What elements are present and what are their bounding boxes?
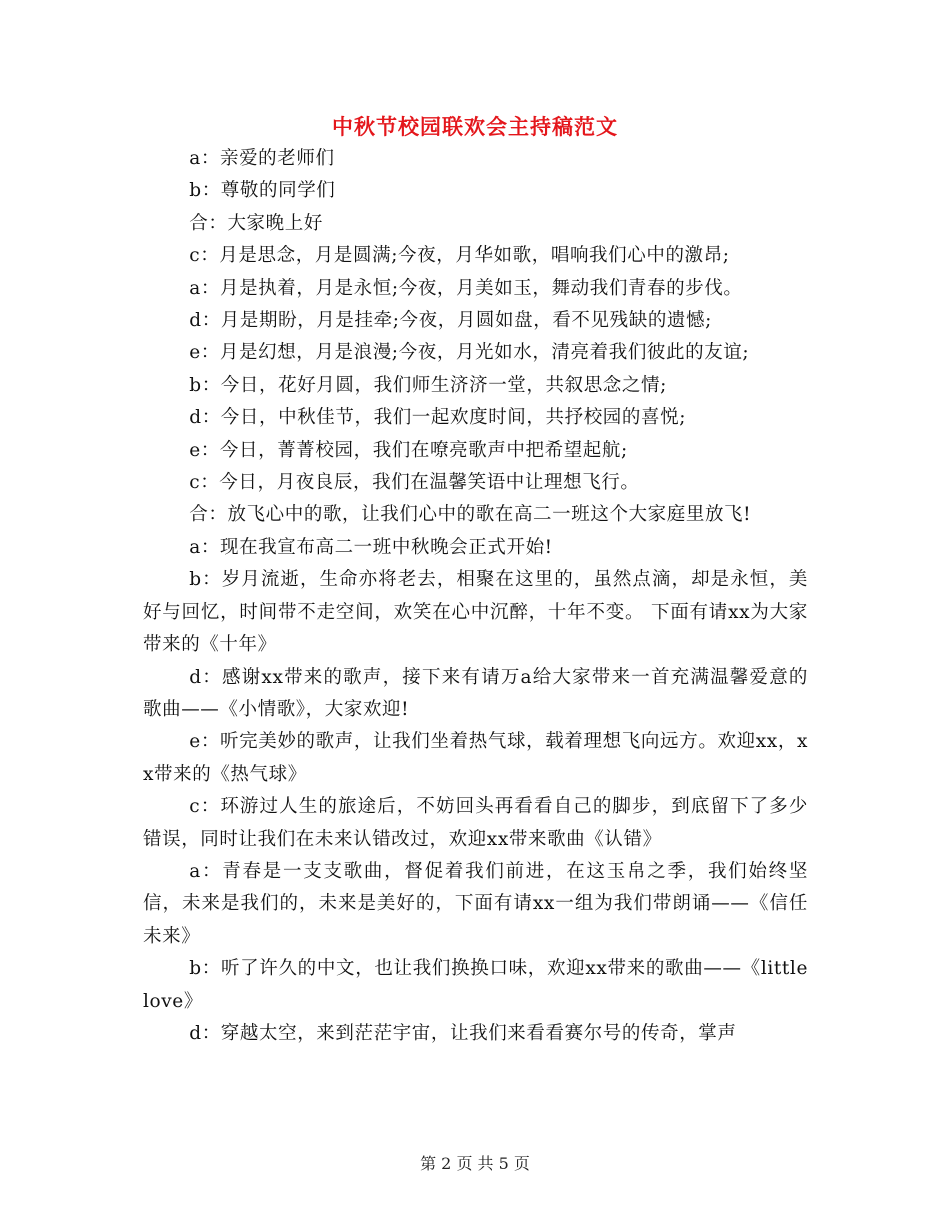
paragraph: d：月是期盼，月是挂牵;今夜，月圆如盘，看不见残缺的遗憾;	[189, 310, 712, 332]
paragraph: a：月是执着，月是永恒;今夜，月美如玉，舞动我们青春的步伐。	[189, 277, 743, 299]
paragraph: b：岁月流逝，生命亦将老去，相聚在这里的，虽然点滴，却是永恒，美好与回忆，时间带不走空间，欢笑在心中沉醉，十年不变。 下面有请xx为大家带来的《十年》	[143, 569, 808, 656]
paragraph: d：今日，中秋佳节，我们一起欢度时间，共抒校园的喜悦;	[189, 407, 687, 429]
paragraph: b：今日，花好月圆，我们师生济济一堂，共叙思念之情;	[189, 374, 667, 396]
paragraph: a：亲爱的老师们	[189, 148, 335, 169]
paragraph: c：月是思念，月是圆满;今夜，月华如歌，唱响我们心中的激昂;	[189, 245, 730, 267]
paragraph: 合：大家晚上好	[189, 212, 323, 234]
paragraph: d：穿越太空，来到茫茫宇宙，让我们来看看赛尔号的传奇，掌声	[189, 1022, 737, 1044]
paragraph: b：听了许久的中文，也让我们换换口味，欢迎xx带来的歌曲——《little love》	[143, 958, 808, 1012]
paragraph: d：感谢xx带来的歌声，接下来有请万a给大家带来一首充满温馨爱意的歌曲——《小情歌》，大家欢迎!	[143, 666, 808, 720]
paragraph: e：月是幻想，月是浪漫;今夜，月光如水，清亮着我们彼此的友谊;	[189, 342, 750, 364]
paragraph: b：尊敬的同学们	[189, 180, 336, 202]
page-number-footer: 第 2 页 共 5 页	[420, 1154, 530, 1173]
document-title: 中秋节校园联欢会主持稿范文	[332, 114, 618, 139]
paragraph: a：青春是一支支歌曲，督促着我们前进，在这玉帛之季，我们始终坚信，未来是我们的，未来是美好的，下面有请xx一组为我们带朗诵——《信任未来》	[143, 860, 808, 947]
paragraph: e：今日，菁菁校园，我们在嘹亮歌声中把希望起航;	[189, 439, 628, 461]
paragraph: c：今日，月夜良辰，我们在温馨笑语中让理想飞行。	[189, 472, 640, 494]
document-body	[143, 143, 808, 1050]
paragraph: e：听完美妙的歌声，让我们坐着热气球，载着理想飞向远方。欢迎xx，xx带来的《热气球》	[143, 731, 808, 785]
paragraph: 合：放飞心中的歌，让我们心中的歌在高二一班这个大家庭里放飞!	[189, 504, 752, 526]
paragraph: a：现在我宣布高二一班中秋晚会正式开始!	[189, 536, 553, 558]
paragraph: c：环游过人生的旅途后，不妨回头再看看自己的脚步，到底留下了多少错误，同时让我们在未来认错改过，欢迎xx带来歌曲《认错》	[143, 796, 808, 850]
